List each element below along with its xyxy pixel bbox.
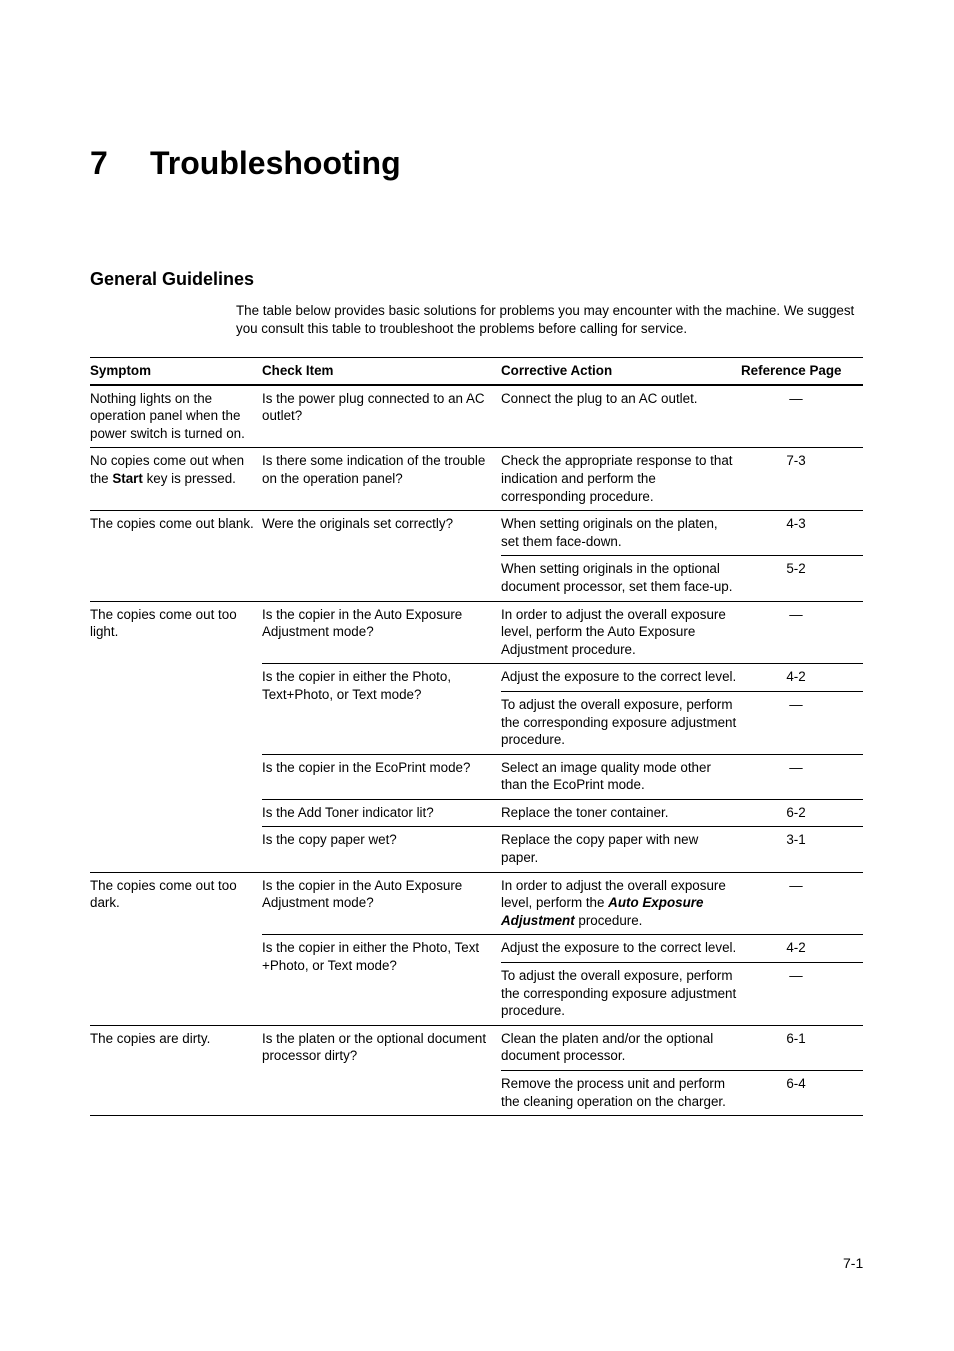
table-row [90,448,863,511]
reference-page-cell: — [741,963,863,1026]
action-text: In order to adjust the overall exposure level, perform the [501,877,726,911]
procedure-name: Auto Exposure Adjustment [501,895,704,928]
corrective-action-cell: Adjust the exposure to the correct level. [501,664,741,692]
corrective-action-cell: Remove the process unit and perform the cleaning operation on the charger. [501,1071,741,1116]
corrective-action-cell: In order to adjust the overall exposure level, perform the Auto Exposure Adjustment procedure. [501,601,741,664]
troubleshooting-table [90,357,863,1116]
reference-page-cell: 6-4 [741,1071,863,1116]
check-item-cell: Is the copier in the EcoPrint mode? [262,754,501,799]
corrective-action-cell: Select an image quality mode other than the EcoPrint mode. [501,754,741,799]
symptom-cell: The copies come out blank. [90,511,262,601]
symptom-cell: Nothing lights on the operation panel when the power switch is turned on. [90,390,245,441]
corrective-action-cell [501,872,741,935]
corrective-action-cell: Replace the copy paper with new paper. [501,827,741,872]
check-item-cell: Is the copier in the Auto Exposure Adjustment mode? [262,872,501,935]
reference-page-cell: 3-1 [741,827,863,872]
check-item-cell: Is the copier in either the Photo, Text +Photo, or Text mode? [262,935,501,1025]
check-item-cell: Is there some indication of the trouble on the operation panel? [262,448,501,511]
header-corrective-action: Corrective Action [501,358,741,385]
reference-page-cell: — [741,754,863,799]
corrective-action-cell: When setting originals in the optional document processor, set them face-up. [501,556,741,601]
table-row [90,385,863,448]
reference-page-cell: 6-1 [741,1025,863,1070]
reference-page-cell: 5-2 [741,556,863,601]
corrective-action-cell: Connect the plug to an AC outlet. [501,390,698,406]
table-header-row [90,358,863,385]
intro-paragraph: The table below provides basic solutions for problems you may encounter with the machine. We suggest you consult this table to troubleshoot the problems before calling for service. [236,303,855,336]
reference-page-cell: 4-2 [741,935,863,963]
check-item-cell: Is the copy paper wet? [262,827,501,872]
symptom-cell: The copies come out too light. [90,601,262,872]
action-text: procedure. [574,912,643,928]
page-number: 7-1 [843,1255,864,1271]
corrective-action-cell: When setting originals on the platen, set them face-down. [501,511,741,556]
corrective-action-cell: To adjust the overall exposure, perform the corresponding exposure adjustment procedure. [501,691,741,754]
table-row [90,1025,863,1070]
corrective-action-cell: Replace the toner container. [501,799,741,827]
check-item-cell: Is the Add Toner indicator lit? [262,799,501,827]
reference-page-cell: 4-2 [741,664,863,692]
reference-page-cell: — [741,872,863,935]
section-title: General Guidelines [90,269,255,289]
start-key-label: Start [112,470,143,486]
header-symptom: Symptom [90,358,262,385]
symptom-cell: The copies come out too dark. [90,872,262,1025]
chapter-title-text: Troubleshooting [150,145,401,181]
reference-page-cell: — [789,390,803,406]
corrective-action-cell: Adjust the exposure to the correct level. [501,935,741,963]
symptom-text: key is pressed. [142,470,236,486]
chapter-title [90,141,401,185]
table-row [90,601,863,664]
chapter-number: 7 [90,145,108,181]
header-check-item: Check Item [262,358,501,385]
corrective-action-cell: To adjust the overall exposure, perform the corresponding exposure adjustment procedure. [501,963,741,1026]
symptom-text: No copies come out when the [90,453,245,486]
corrective-action-cell: Clean the platen and/or the optional document processor. [501,1025,741,1070]
reference-page-cell: 4-3 [741,511,863,556]
corrective-action-cell: Check the appropriate response to that indication and perform the corresponding procedure. [501,448,741,511]
reference-page-cell: 7-3 [741,448,863,511]
check-item-cell: Were the originals set correctly? [262,511,501,601]
reference-page-cell: — [741,691,863,754]
check-item-cell: Is the power plug connected to an AC outlet? [262,390,485,424]
reference-page-cell: — [741,601,863,664]
table-row [90,872,863,935]
reference-page-cell: 6-2 [741,799,863,827]
symptom-cell [90,448,262,511]
symptom-cell: The copies are dirty. [90,1025,262,1115]
check-item-cell: Is the platen or the optional document processor dirty? [262,1025,501,1115]
check-item-cell: Is the copier in either the Photo, Text+Photo, or Text mode? [262,664,501,754]
table-row [90,511,863,556]
check-item-cell: Is the copier in the Auto Exposure Adjustment mode? [262,601,501,664]
header-reference-page: Reference Page [741,358,863,385]
